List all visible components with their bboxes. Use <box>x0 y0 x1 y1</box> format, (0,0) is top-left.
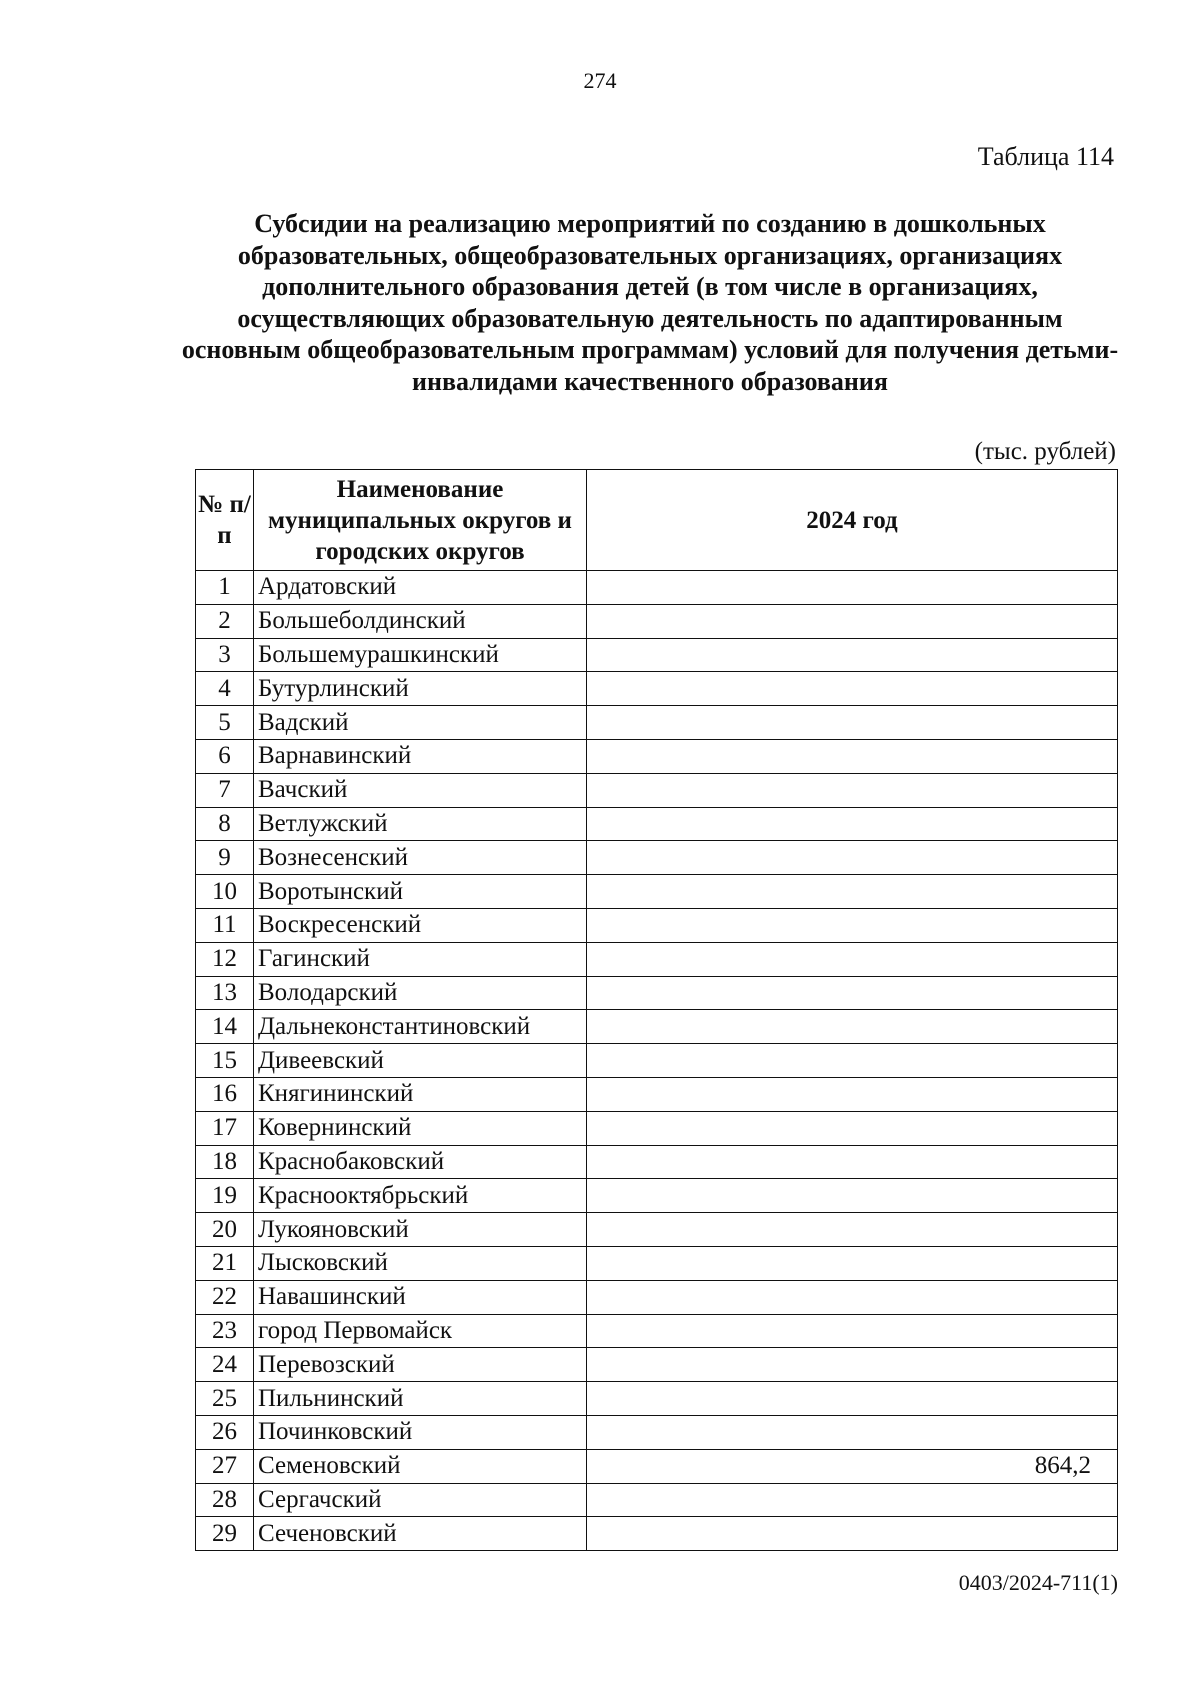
table-row <box>196 1145 1118 1179</box>
row-name-cell: Ковернинский <box>254 1111 587 1145</box>
row-name-cell: Семеновский <box>254 1449 587 1483</box>
row-number-cell: 10 <box>196 875 254 909</box>
row-number-cell: 24 <box>196 1348 254 1382</box>
row-name-cell: Сеченовский <box>254 1517 587 1551</box>
table-label: Таблица 114 <box>977 142 1114 171</box>
row-number-cell: 2 <box>196 604 254 638</box>
row-name-cell: Дальнеконстантиновский <box>254 1010 587 1044</box>
row-value-cell <box>587 638 1118 672</box>
row-number-cell: 26 <box>196 1415 254 1449</box>
row-name-cell: Варнавинский <box>254 739 587 773</box>
row-number-cell: 27 <box>196 1449 254 1483</box>
row-name-cell: Вачский <box>254 773 587 807</box>
row-number-cell: 13 <box>196 976 254 1010</box>
row-number-cell: 14 <box>196 1010 254 1044</box>
table-row <box>196 638 1118 672</box>
table-row <box>196 1010 1118 1044</box>
document-code: 0403/2024-711(1) <box>958 1570 1118 1595</box>
row-value-cell <box>587 1111 1118 1145</box>
table-row <box>196 908 1118 942</box>
table-row <box>196 1314 1118 1348</box>
row-value-cell <box>587 1145 1118 1179</box>
table-header-row <box>196 470 1118 571</box>
row-name-cell: Большеболдинский <box>254 604 587 638</box>
table-row <box>196 942 1118 976</box>
table-row <box>196 1382 1118 1416</box>
table-row <box>196 672 1118 706</box>
row-value-cell <box>587 604 1118 638</box>
row-value-cell <box>587 773 1118 807</box>
row-number-cell: 5 <box>196 706 254 740</box>
table-row <box>196 841 1118 875</box>
row-value-cell <box>587 942 1118 976</box>
row-name-cell: Володарский <box>254 976 587 1010</box>
row-value-cell <box>587 908 1118 942</box>
row-value-cell <box>587 706 1118 740</box>
table-row <box>196 976 1118 1010</box>
row-number-cell: 16 <box>196 1077 254 1111</box>
row-value-cell <box>587 1415 1118 1449</box>
row-value-cell <box>587 1213 1118 1247</box>
row-name-cell: Дивеевский <box>254 1044 587 1078</box>
row-name-cell: Навашинский <box>254 1280 587 1314</box>
row-value-cell <box>587 672 1118 706</box>
table-row <box>196 807 1118 841</box>
row-number-cell: 20 <box>196 1213 254 1247</box>
row-name-cell: Вознесенский <box>254 841 587 875</box>
table-row <box>196 1280 1118 1314</box>
table-row <box>196 1517 1118 1551</box>
row-number-cell: 7 <box>196 773 254 807</box>
header-name: Наименование муниципальных округов и городских округов <box>254 470 587 571</box>
row-number-cell: 3 <box>196 638 254 672</box>
row-value-cell: 864,2 <box>587 1449 1118 1483</box>
table-row <box>196 1483 1118 1517</box>
row-number-cell: 6 <box>196 739 254 773</box>
table-row <box>196 1449 1118 1483</box>
row-value-cell <box>587 1348 1118 1382</box>
row-name-cell: Починковский <box>254 1415 587 1449</box>
row-number-cell: 23 <box>196 1314 254 1348</box>
row-value-cell <box>587 841 1118 875</box>
table-row <box>196 1213 1118 1247</box>
table-row <box>196 1348 1118 1382</box>
row-value-cell <box>587 1179 1118 1213</box>
table-row <box>196 875 1118 909</box>
row-name-cell: Перевозский <box>254 1348 587 1382</box>
row-value-cell <box>587 571 1118 605</box>
row-name-cell: Краснобаковский <box>254 1145 587 1179</box>
row-number-cell: 8 <box>196 807 254 841</box>
row-number-cell: 15 <box>196 1044 254 1078</box>
row-name-cell: Пильнинский <box>254 1382 587 1416</box>
row-name-cell: Большемурашкинский <box>254 638 587 672</box>
row-number-cell: 19 <box>196 1179 254 1213</box>
row-name-cell: Сергачский <box>254 1483 587 1517</box>
row-number-cell: 21 <box>196 1246 254 1280</box>
row-name-cell: Воротынский <box>254 875 587 909</box>
row-name-cell: Бутурлинский <box>254 672 587 706</box>
header-year: 2024 год <box>587 470 1118 571</box>
row-name-cell: Лукояновский <box>254 1213 587 1247</box>
row-number-cell: 11 <box>196 908 254 942</box>
row-value-cell <box>587 1483 1118 1517</box>
row-name-cell: Ардатовский <box>254 571 587 605</box>
row-number-cell: 17 <box>196 1111 254 1145</box>
row-value-cell <box>587 875 1118 909</box>
row-name-cell: Вадский <box>254 706 587 740</box>
row-number-cell: 12 <box>196 942 254 976</box>
row-value-cell <box>587 739 1118 773</box>
subsidies-table <box>195 469 1118 1551</box>
table-row <box>196 571 1118 605</box>
table-row <box>196 1415 1118 1449</box>
row-number-cell: 29 <box>196 1517 254 1551</box>
row-value-cell <box>587 1246 1118 1280</box>
row-value-cell <box>587 1517 1118 1551</box>
table-row <box>196 1246 1118 1280</box>
table-row <box>196 773 1118 807</box>
row-value-cell <box>587 1077 1118 1111</box>
units-label: (тыс. рублей) <box>974 438 1116 465</box>
row-value-cell <box>587 976 1118 1010</box>
header-number: № п/п <box>196 470 254 571</box>
row-value-cell <box>587 807 1118 841</box>
row-name-cell: Княгининский <box>254 1077 587 1111</box>
row-value-cell <box>587 1010 1118 1044</box>
document-title: Субсидии на реализацию мероприятий по созданию в дошкольных образовательных, общеобразовательных организациях, организациях дополнительного образования детей (в том числе в организациях, осуществляющих образовательную деятельность по адаптированным основным общеобразовательным программам) условий для получения детьми-инвалидами качественного образования <box>181 209 1119 396</box>
row-name-cell: Краснооктябрьский <box>254 1179 587 1213</box>
table-body <box>196 571 1118 1551</box>
row-number-cell: 1 <box>196 571 254 605</box>
table-row <box>196 1111 1118 1145</box>
row-number-cell: 25 <box>196 1382 254 1416</box>
table-row <box>196 739 1118 773</box>
row-number-cell: 22 <box>196 1280 254 1314</box>
row-number-cell: 9 <box>196 841 254 875</box>
row-name-cell: Лысковский <box>254 1246 587 1280</box>
row-value-cell <box>587 1314 1118 1348</box>
row-value-cell <box>587 1382 1118 1416</box>
row-name-cell: город Первомайск <box>254 1314 587 1348</box>
table-row <box>196 1077 1118 1111</box>
row-value-cell <box>587 1280 1118 1314</box>
row-number-cell: 18 <box>196 1145 254 1179</box>
row-value-cell <box>587 1044 1118 1078</box>
table-row <box>196 1179 1118 1213</box>
row-number-cell: 4 <box>196 672 254 706</box>
table-row <box>196 1044 1118 1078</box>
row-name-cell: Гагинский <box>254 942 587 976</box>
row-name-cell: Воскресенский <box>254 908 587 942</box>
table-row <box>196 706 1118 740</box>
page-number: 274 <box>583 68 617 93</box>
table-row <box>196 604 1118 638</box>
row-number-cell: 28 <box>196 1483 254 1517</box>
row-name-cell: Ветлужский <box>254 807 587 841</box>
